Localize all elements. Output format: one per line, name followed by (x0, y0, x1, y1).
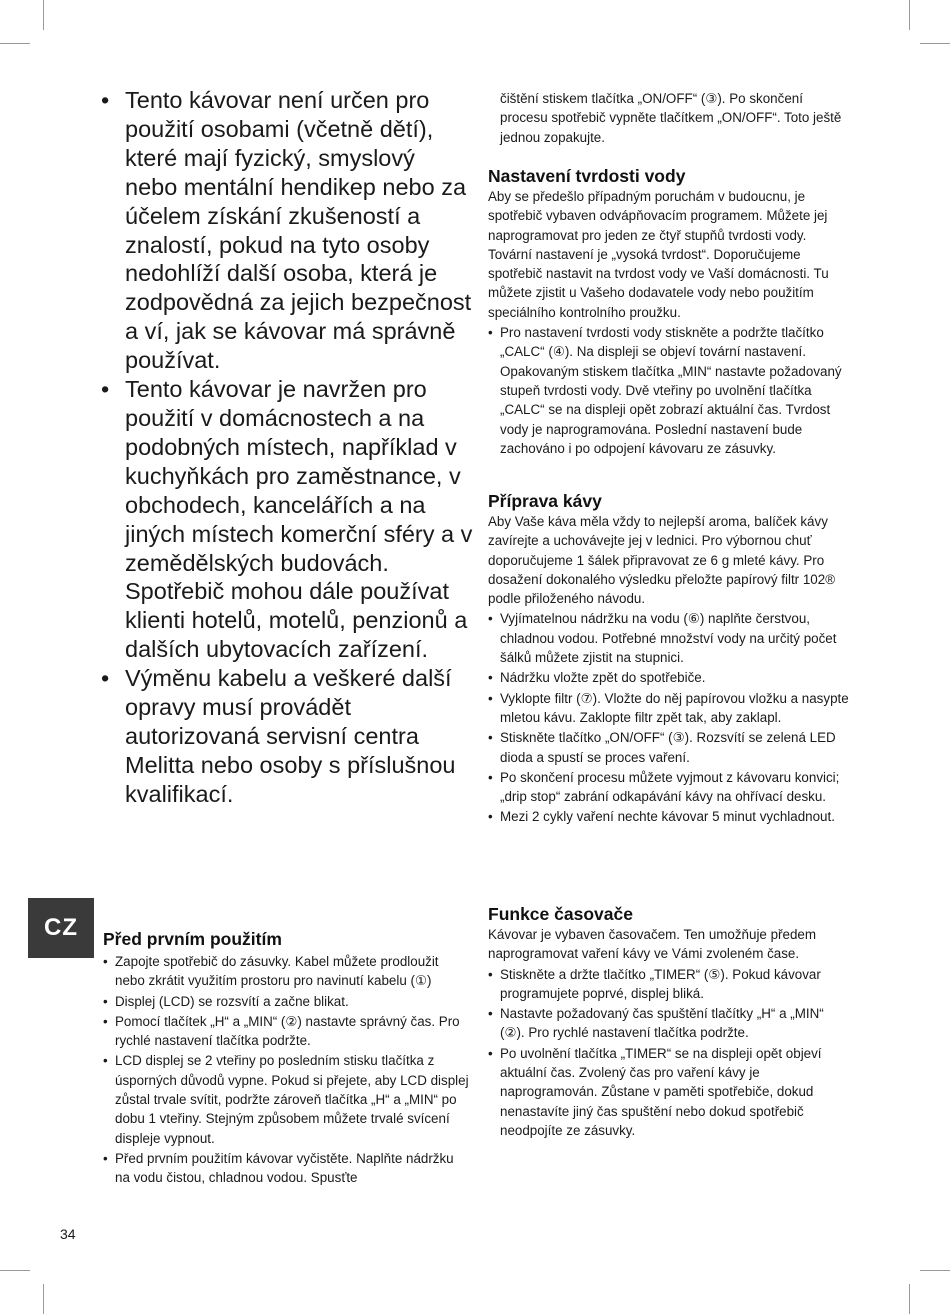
timer-list (488, 965, 852, 1141)
coffee-prep-intro: Aby Vaše káva měla vždy to nejlepší aroma, balíček kávy zavírejte a uchovávejte jej v lednici. Pro výbornou chuť doporučujeme 1 šálek připravovat ze 6 g mleté kávy. Pro dosažení dokonalého výsledku přeložte papírový filtr 102® podle přiloženého návodu. (488, 514, 836, 607)
crop-mark-top-right-v (909, 0, 910, 30)
coffee-prep-section (488, 490, 852, 828)
first-use-item: • LCD displej se 2 vteřiny po posledním stisku tlačítka z úsporných důvodů vypne. Pokud si přejete, aby LCD displej zůstal trvale svítit, podržte zároveň tlačítka „H“ a „MIN“ po dobu 1 vteřiny. Stejným způsobem můžete trvalé svícení displeje vypnout. (103, 1051, 471, 1147)
continuation-text (500, 89, 852, 147)
first-use-item: • Pomocí tlačítek „H“ a „MIN“ (②) nastavte správný čas. Pro rychlé nastavení tlačítka podržte. (103, 1012, 471, 1051)
safety-bullet: • Výměnu kabelu a veškeré další opravy musí provádět autorizovaná servisní centra Melitta nebo osoby s příslušnou kvalifikací. (98, 664, 473, 809)
safety-notes (98, 86, 473, 809)
timer-title: Funkce časovače (488, 904, 633, 924)
timer-item: • Po uvolnění tlačítka „TIMER“ se na displeji opět objeví aktuální čas. Zvolený čas pro vaření kávy je naprogramován. Zůstane v paměti spotřebiče, dokud nenastavíte jiný čas spuštění nebo dokud spotřebič neodpojíte ze zásuvky. (488, 1044, 852, 1140)
crop-mark-bottom-left-v (43, 1284, 44, 1314)
crop-mark-bottom-left-h (0, 1270, 30, 1271)
water-hardness-list (488, 323, 852, 458)
first-use-title: Před prvním použitím (103, 929, 282, 949)
coffee-prep-item: • Mezi 2 cykly vaření nechte kávovar 5 minut vychladnout. (488, 807, 852, 826)
coffee-prep-item: • Nádržku vložte zpět do spotřebiče. (488, 668, 852, 687)
water-hardness-item: • Pro nastavení tvrdosti vody stiskněte a podržte tlačítko „CALC“ (④). Na displeji se objeví tovární nastavení. Opakovaným stiskem tlačítka „MIN“ nastavte požadovaný stupeň tvrdosti vody. Dvě vteřiny po uvolnění tlačítka „CALC“ se na displeji opět zobrazí aktuální čas. Tvrdost vody je naprogramována. Poslední nastavení bude zachováno i po odpojení kávovaru ze zásuvky. (488, 323, 852, 458)
first-use-list (103, 952, 471, 1188)
water-hardness-intro: Aby se předešlo případným poruchám v budoucnu, je spotřebič vybaven odvápňovacím programem. Můžete jej naprogramovat pro jeden ze čtyř stupňů tvrdosti vody. Tovární nastavení je „vysoká tvrdost“. Doporučujeme spotřebič nastavit na tvrdost vody ve Vaší domácnosti. Tu můžete zjistit u Vašeho dodavatele vody nebo použitím speciálního kontrolního proužku. (488, 189, 829, 320)
continuation-paragraph: čištění stiskem tlačítka „ON/OFF“ (③). Po skončení procesu spotřebič vypněte tlačítkem „ON/OFF“. Toto ještě jednou zopakujte. (500, 91, 842, 145)
coffee-prep-item: • Vyjímatelnou nádržku na vodu (⑥) naplňte čerstvou, chladnou vodou. Potřebné množství vody na určitý počet šálků můžete zjistit na stupnici. (488, 609, 852, 667)
coffee-prep-item: • Po skončení procesu můžete vyjmout z kávovaru konvici; „drip stop“ zabrání odkapávání kávy na ohřívací desku. (488, 768, 852, 807)
water-hardness-title: Nastavení tvrdosti vody (488, 166, 686, 186)
language-badge: CZ (28, 898, 94, 958)
first-use-item: • Zapojte spotřebič do zásuvky. Kabel můžete prodloužit nebo zkrátit využitím prostoru pro navinutí kabelu (①) (103, 952, 471, 991)
coffee-prep-item: • Stiskněte tlačítko „ON/OFF“ (③). Rozsvítí se zelená LED dioda a spustí se proces vaření. (488, 728, 852, 767)
crop-mark-top-left-v (43, 0, 44, 30)
water-hardness-section (488, 165, 852, 459)
page-number: 34 (60, 1226, 76, 1242)
crop-mark-top-right-h (920, 43, 950, 44)
crop-mark-top-left-h (0, 43, 30, 44)
safety-bullet: • Tento kávovar je navržen pro použití v domácnostech a na podobných místech, například v kuchyňkách pro zaměstnance, v obchodech, kancelářích a na jiných místech komerční sféry a v zemědělských budovách. Spotřebič mohou dále používat klienti hotelů, motelů, penzionů a dalších ubytovacích zařízení. (98, 375, 473, 664)
coffee-prep-item: • Vyklopte filtr (⑦). Vložte do něj papírovou vložku a nasypte mletou kávu. Zaklopte filtr zpět tak, aby zaklapl. (488, 689, 852, 728)
coffee-prep-list (488, 609, 852, 826)
first-use-item: • Displej (LCD) se rozsvítí a začne blikat. (103, 992, 471, 1011)
safety-bullet-list (98, 86, 473, 809)
safety-bullet: • Tento kávovar není určen pro použití osobami (včetně dětí), které mají fyzický, smyslový nebo mentální hendikep nebo za účelem získání zkušeností a znalostí, pokud na tyto osoby nedohlíží další osoba, která je zodpovědná za jejich bezpečnost a ví, jak se kávovar má správně používat. (98, 86, 473, 375)
crop-mark-bottom-right-h (920, 1270, 950, 1271)
crop-mark-bottom-right-v (909, 1284, 910, 1314)
timer-item: • Stiskněte a držte tlačítko „TIMER“ (⑤). Pokud kávovar programujete poprvé, displej bliká. (488, 965, 852, 1004)
coffee-prep-title: Příprava kávy (488, 491, 602, 511)
first-use-section (103, 928, 471, 1189)
first-use-item: • Před prvním použitím kávovar vyčistěte. Naplňte nádržku na vodu čistou, chladnou vodou. Spusťte (103, 1149, 471, 1188)
timer-intro: Kávovar je vybaven časovačem. Ten umožňuje předem naprogramovat vaření kávy ve Vámi zvoleném čase. (488, 927, 816, 962)
timer-item: • Nastavte požadovaný čas spuštění tlačítky „H“ a „MIN“ (②). Pro rychlé nastavení tlačítka podržte. (488, 1004, 852, 1043)
timer-section (488, 903, 852, 1141)
